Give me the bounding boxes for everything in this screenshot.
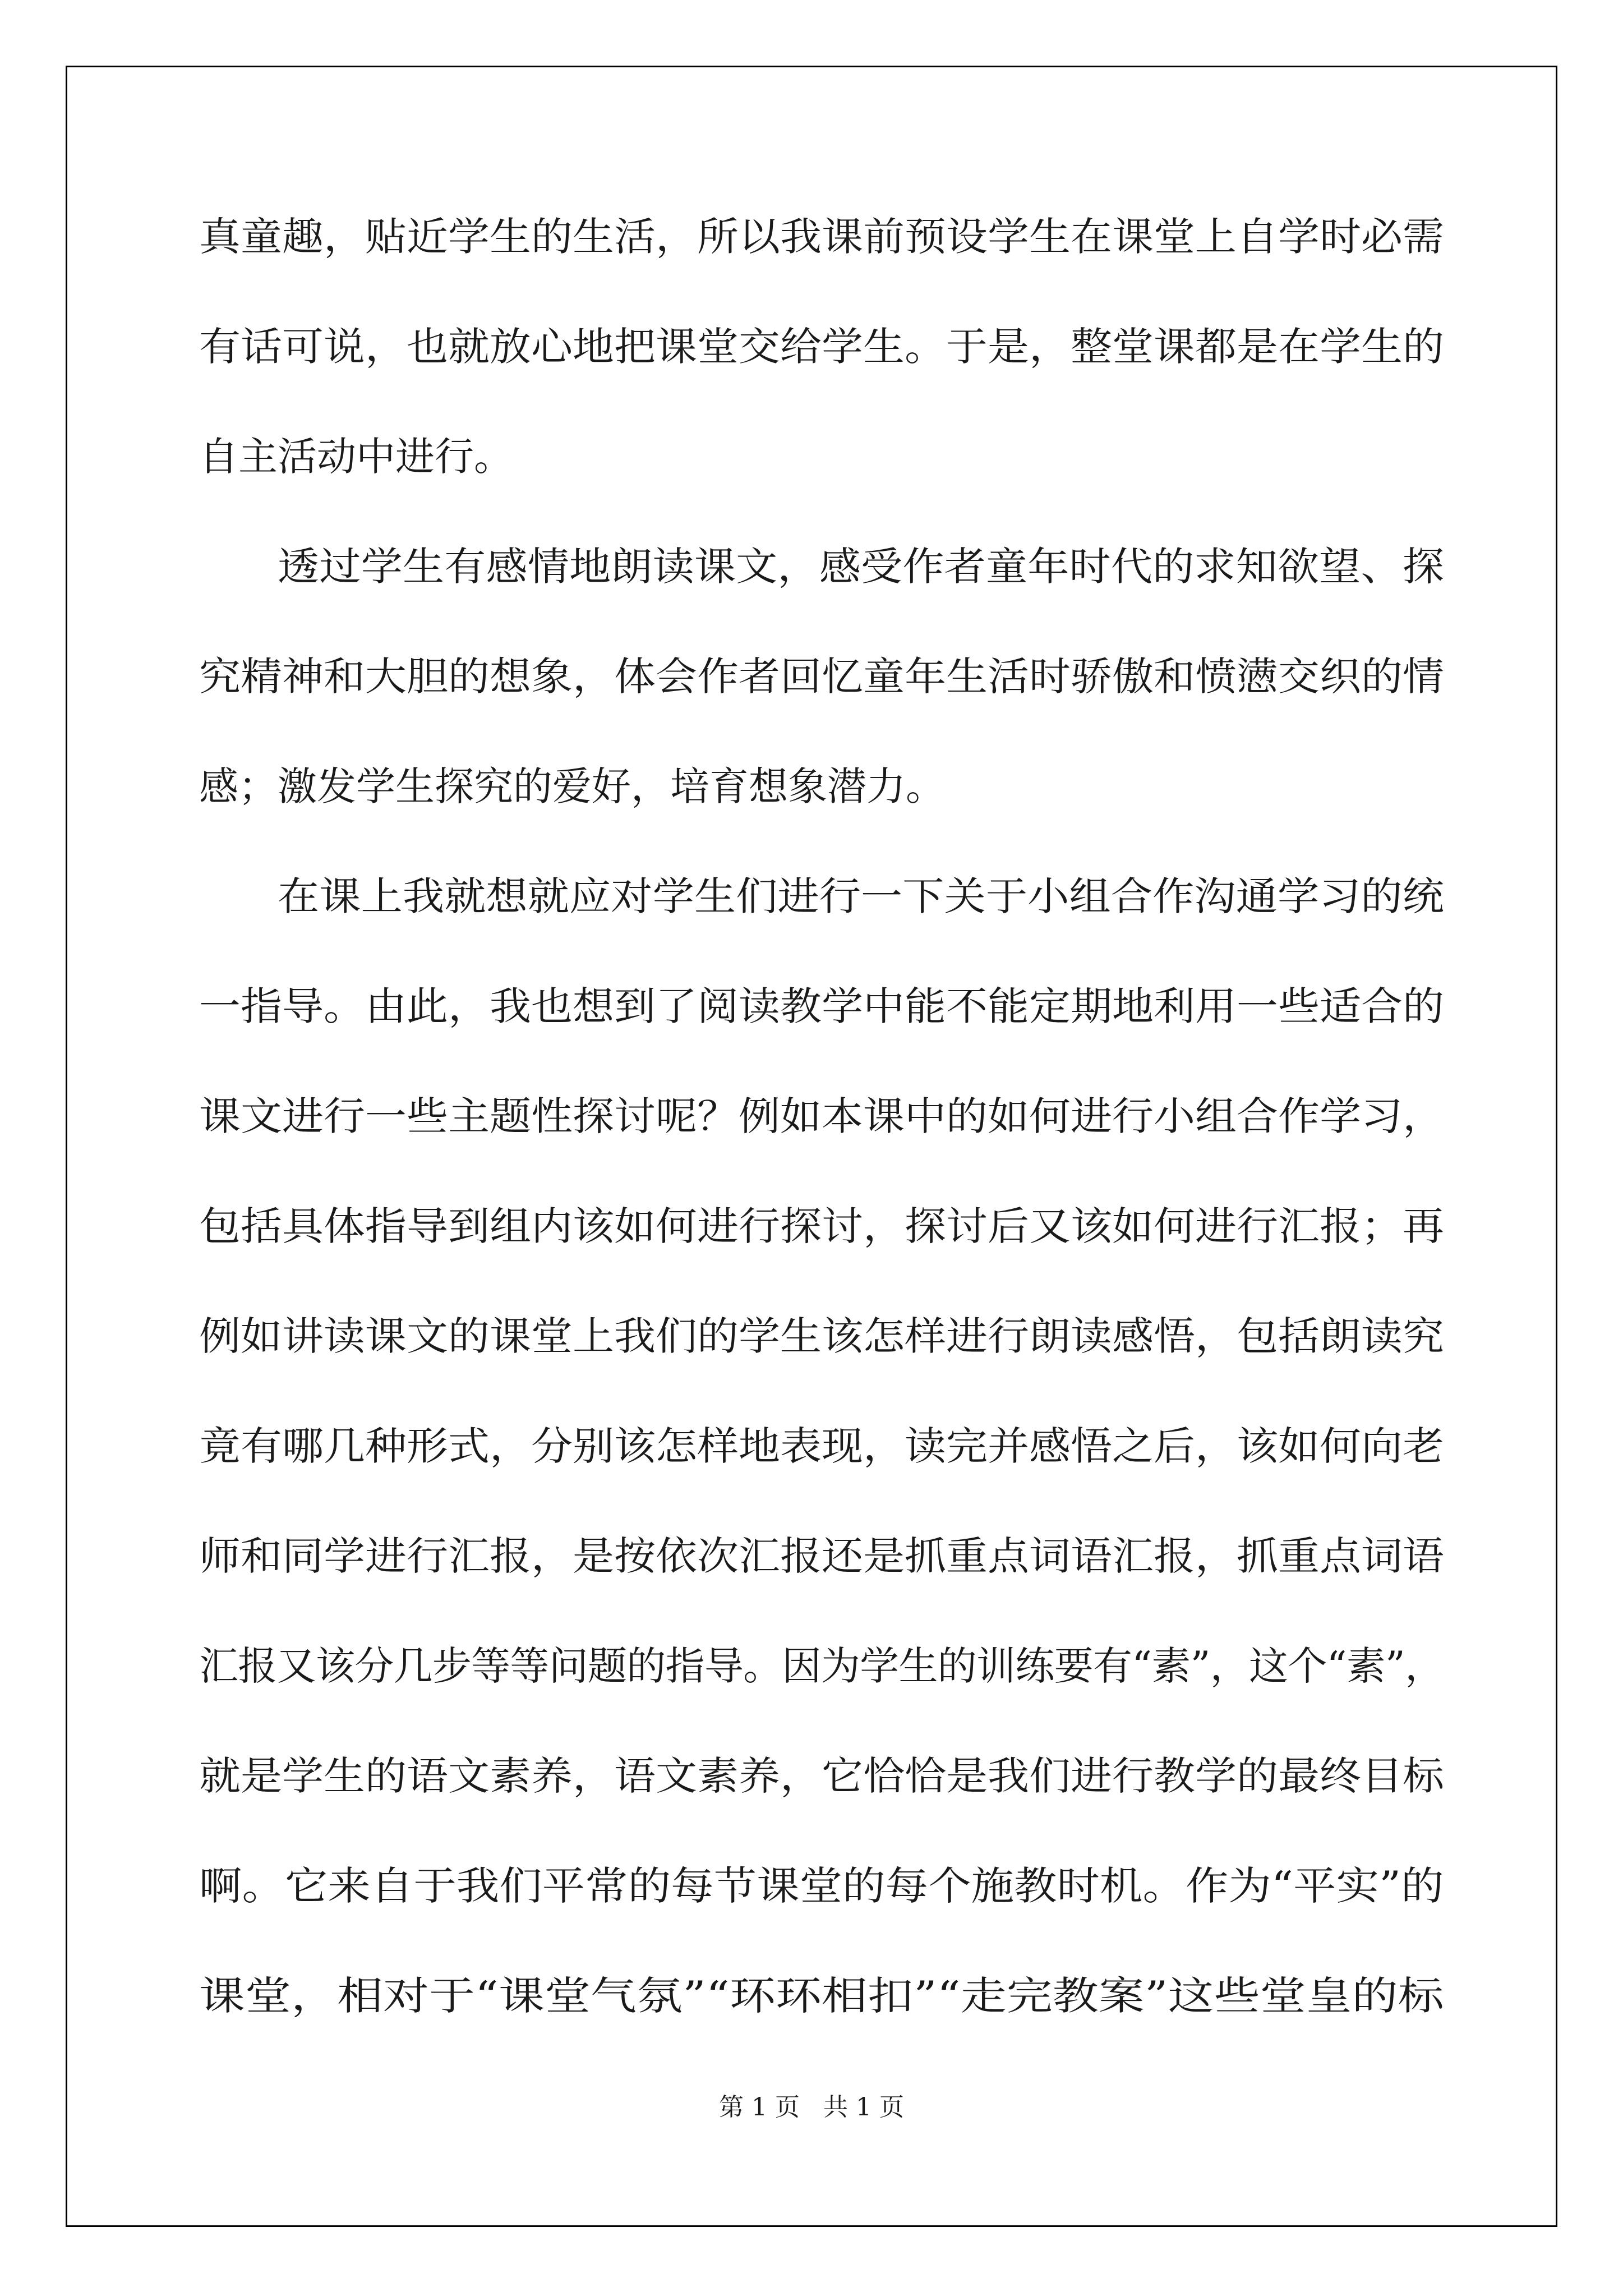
text-line: 师和同学进行汇报，是按依次汇报还是抓重点词语汇报，抓重点词语	[199, 1533, 1444, 1579]
text-line: 有话可说，也就放心地把课堂交给学生。于是，整堂课都是在学生的	[199, 324, 1444, 370]
text-line: 竟有哪几种形式，分别该怎样地表现，读完并感悟之后，该如何向老	[199, 1423, 1444, 1469]
text-line: 一指导。由此，我也想到了阅读教学中能不能定期地利用一些适合的	[199, 983, 1444, 1029]
text-line: 例如讲读课文的课堂上我们的学生该怎样进行朗读感悟，包括朗读究	[199, 1313, 1444, 1359]
text-line: 课文进行一些主题性探讨呢？例如本课中的如何进行小组合作学习，	[199, 1093, 1444, 1139]
text-line: 究精神和大胆的想象，体会作者回忆童年生活时骄傲和愤懑交织的情	[199, 654, 1444, 700]
text-line: 就是学生的语文素养，语文素养，它恰恰是我们进行教学的最终目标	[199, 1753, 1444, 1799]
text-line: 啊。它来自于我们平常的每节课堂的每个施教时机。作为“平实”的	[199, 1863, 1444, 1909]
text-line: 包括具体指导到组内该如何进行探讨，探讨后又该如何进行汇报；再	[199, 1203, 1444, 1249]
text-line: 自主活动中进行。	[199, 434, 513, 480]
paragraph-first-line: 透过学生有感情地朗读课文，感受作者童年时代的求知欲望、探	[278, 544, 1444, 590]
text-line: 汇报又该分几步等等问题的指导。因为学生的训练要有“素”，这个“素”，	[199, 1643, 1444, 1689]
paragraph-first-line: 在课上我就想就应对学生们进行一下关于小组合作沟通学习的统	[278, 873, 1444, 919]
text-line: 感；激发学生探究的爱好，培育想象潜力。	[199, 763, 945, 809]
text-line: 课堂，相对于“课堂气氛”“环环相扣”“走完教案”这些堂皇的标	[199, 1973, 1444, 2019]
page-number-footer: 第 1 页 共 1 页	[719, 2093, 904, 2122]
text-line: 真童趣，贴近学生的生活，所以我课前预设学生在课堂上自学时必需	[199, 214, 1444, 260]
